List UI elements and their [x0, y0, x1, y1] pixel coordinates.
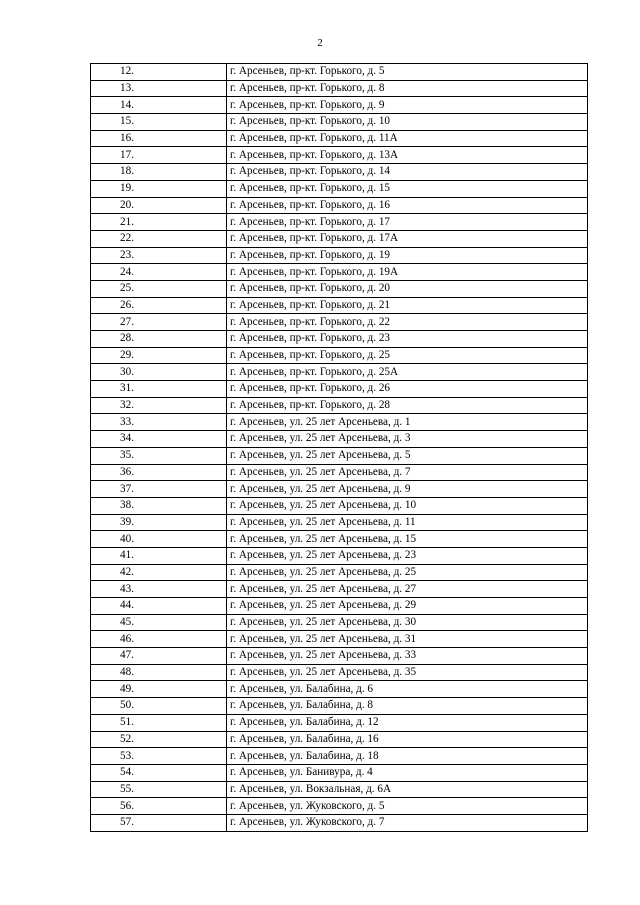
address-table: [90, 63, 588, 832]
table-row: [91, 648, 588, 665]
address-cell: г. Арсеньев, ул. 25 лет Арсеньева, д. 9: [227, 481, 588, 498]
row-number-cell: 15.: [91, 114, 227, 131]
table-row: [91, 80, 588, 97]
row-number-cell: 56.: [91, 798, 227, 815]
row-number-cell: 41.: [91, 547, 227, 564]
row-number-cell: 42.: [91, 564, 227, 581]
address-cell: г. Арсеньев, ул. 25 лет Арсеньева, д. 15: [227, 531, 588, 548]
table-row: [91, 631, 588, 648]
table-row: [91, 681, 588, 698]
table-row: [91, 431, 588, 448]
row-number-cell: 19.: [91, 180, 227, 197]
address-cell: г. Арсеньев, ул. Жуковского, д. 5: [227, 798, 588, 815]
row-number-cell: 49.: [91, 681, 227, 698]
address-cell: г. Арсеньев, ул. Жуковского, д. 7: [227, 814, 588, 831]
row-number-cell: 22.: [91, 230, 227, 247]
address-table-body: [91, 64, 588, 832]
address-cell: г. Арсеньев, ул. 25 лет Арсеньева, д. 3: [227, 431, 588, 448]
table-row: [91, 314, 588, 331]
address-cell: г. Арсеньев, пр-кт. Горького, д. 19: [227, 247, 588, 264]
row-number-cell: 18.: [91, 164, 227, 181]
address-cell: г. Арсеньев, ул. Балабина, д. 18: [227, 748, 588, 765]
address-cell: г. Арсеньев, ул. 25 лет Арсеньева, д. 7: [227, 464, 588, 481]
address-cell: г. Арсеньев, ул. 25 лет Арсеньева, д. 27: [227, 581, 588, 598]
address-cell: г. Арсеньев, ул. Балабина, д. 12: [227, 714, 588, 731]
address-cell: г. Арсеньев, ул. 25 лет Арсеньева, д. 31: [227, 631, 588, 648]
table-row: [91, 347, 588, 364]
address-cell: г. Арсеньев, пр-кт. Горького, д. 17: [227, 214, 588, 231]
table-row: [91, 214, 588, 231]
table-row: [91, 447, 588, 464]
table-row: [91, 280, 588, 297]
table-row: [91, 748, 588, 765]
address-cell: г. Арсеньев, пр-кт. Горького, д. 23: [227, 331, 588, 348]
row-number-cell: 50.: [91, 698, 227, 715]
table-row: [91, 698, 588, 715]
table-row: [91, 497, 588, 514]
row-number-cell: 45.: [91, 614, 227, 631]
row-number-cell: 17.: [91, 147, 227, 164]
row-number-cell: 16.: [91, 130, 227, 147]
address-cell: г. Арсеньев, ул. 25 лет Арсеньева, д. 11: [227, 514, 588, 531]
table-row: [91, 564, 588, 581]
row-number-cell: 28.: [91, 331, 227, 348]
row-number-cell: 23.: [91, 247, 227, 264]
row-number-cell: 52.: [91, 731, 227, 748]
row-number-cell: 12.: [91, 64, 227, 81]
row-number-cell: 43.: [91, 581, 227, 598]
row-number-cell: 35.: [91, 447, 227, 464]
row-number-cell: 36.: [91, 464, 227, 481]
table-row: [91, 130, 588, 147]
row-number-cell: 46.: [91, 631, 227, 648]
address-cell: г. Арсеньев, ул. 25 лет Арсеньева, д. 10: [227, 497, 588, 514]
address-cell: г. Арсеньев, ул. Балабина, д. 16: [227, 731, 588, 748]
address-cell: г. Арсеньев, пр-кт. Горького, д. 17А: [227, 230, 588, 247]
table-row: [91, 598, 588, 615]
table-row: [91, 397, 588, 414]
address-cell: г. Арсеньев, ул. Балабина, д. 8: [227, 698, 588, 715]
table-row: [91, 531, 588, 548]
row-number-cell: 21.: [91, 214, 227, 231]
table-row: [91, 97, 588, 114]
address-cell: г. Арсеньев, ул. 25 лет Арсеньева, д. 30: [227, 614, 588, 631]
table-row: [91, 180, 588, 197]
table-row: [91, 464, 588, 481]
address-cell: г. Арсеньев, ул. 25 лет Арсеньева, д. 25: [227, 564, 588, 581]
row-number-cell: 30.: [91, 364, 227, 381]
row-number-cell: 54.: [91, 764, 227, 781]
row-number-cell: 53.: [91, 748, 227, 765]
row-number-cell: 27.: [91, 314, 227, 331]
address-cell: г. Арсеньев, пр-кт. Горького, д. 5: [227, 64, 588, 81]
table-row: [91, 614, 588, 631]
row-number-cell: 14.: [91, 97, 227, 114]
table-row: [91, 764, 588, 781]
table-row: [91, 114, 588, 131]
row-number-cell: 38.: [91, 497, 227, 514]
address-cell: г. Арсеньев, пр-кт. Горького, д. 20: [227, 280, 588, 297]
table-row: [91, 147, 588, 164]
table-row: [91, 798, 588, 815]
table-row: [91, 197, 588, 214]
address-cell: г. Арсеньев, ул. 25 лет Арсеньева, д. 23: [227, 547, 588, 564]
table-row: [91, 581, 588, 598]
table-row: [91, 247, 588, 264]
table-row: [91, 731, 588, 748]
row-number-cell: 32.: [91, 397, 227, 414]
row-number-cell: 39.: [91, 514, 227, 531]
address-cell: г. Арсеньев, ул. Вокзальная, д. 6А: [227, 781, 588, 798]
table-row: [91, 364, 588, 381]
row-number-cell: 26.: [91, 297, 227, 314]
row-number-cell: 25.: [91, 280, 227, 297]
address-cell: г. Арсеньев, пр-кт. Горького, д. 25А: [227, 364, 588, 381]
table-row: [91, 547, 588, 564]
table-row: [91, 331, 588, 348]
row-number-cell: 24.: [91, 264, 227, 281]
page-number: 2: [317, 37, 323, 49]
row-number-cell: 40.: [91, 531, 227, 548]
address-cell: г. Арсеньев, пр-кт. Горького, д. 28: [227, 397, 588, 414]
address-cell: г. Арсеньев, пр-кт. Горького, д. 13А: [227, 147, 588, 164]
address-cell: г. Арсеньев, ул. 25 лет Арсеньева, д. 29: [227, 598, 588, 615]
row-number-cell: 55.: [91, 781, 227, 798]
address-cell: г. Арсеньев, пр-кт. Горького, д. 10: [227, 114, 588, 131]
table-row: [91, 297, 588, 314]
table-row: [91, 64, 588, 81]
address-cell: г. Арсеньев, пр-кт. Горького, д. 9: [227, 97, 588, 114]
row-number-cell: 57.: [91, 814, 227, 831]
address-cell: г. Арсеньев, пр-кт. Горького, д. 8: [227, 80, 588, 97]
row-number-cell: 29.: [91, 347, 227, 364]
table-row: [91, 714, 588, 731]
row-number-cell: 51.: [91, 714, 227, 731]
row-number-cell: 33.: [91, 414, 227, 431]
table-row: [91, 481, 588, 498]
address-cell: г. Арсеньев, пр-кт. Горького, д. 22: [227, 314, 588, 331]
table-row: [91, 414, 588, 431]
address-cell: г. Арсеньев, ул. Балабина, д. 6: [227, 681, 588, 698]
address-cell: г. Арсеньев, пр-кт. Горького, д. 15: [227, 180, 588, 197]
row-number-cell: 31.: [91, 381, 227, 398]
table-row: [91, 164, 588, 181]
address-cell: г. Арсеньев, ул. 25 лет Арсеньева, д. 5: [227, 447, 588, 464]
address-cell: г. Арсеньев, пр-кт. Горького, д. 16: [227, 197, 588, 214]
table-row: [91, 781, 588, 798]
address-cell: г. Арсеньев, пр-кт. Горького, д. 14: [227, 164, 588, 181]
address-cell: г. Арсеньев, ул. 25 лет Арсеньева, д. 33: [227, 648, 588, 665]
table-row: [91, 381, 588, 398]
address-cell: г. Арсеньев, пр-кт. Горького, д. 26: [227, 381, 588, 398]
row-number-cell: 37.: [91, 481, 227, 498]
address-cell: г. Арсеньев, ул. Банивура, д. 4: [227, 764, 588, 781]
table-row: [91, 230, 588, 247]
row-number-cell: 34.: [91, 431, 227, 448]
address-cell: г. Арсеньев, пр-кт. Горького, д. 19А: [227, 264, 588, 281]
row-number-cell: 20.: [91, 197, 227, 214]
table-row: [91, 514, 588, 531]
address-cell: г. Арсеньев, ул. 25 лет Арсеньева, д. 35: [227, 664, 588, 681]
table-row: [91, 664, 588, 681]
row-number-cell: 47.: [91, 648, 227, 665]
row-number-cell: 48.: [91, 664, 227, 681]
row-number-cell: 44.: [91, 598, 227, 615]
table-row: [91, 814, 588, 831]
address-cell: г. Арсеньев, ул. 25 лет Арсеньева, д. 1: [227, 414, 588, 431]
address-cell: г. Арсеньев, пр-кт. Горького, д. 21: [227, 297, 588, 314]
address-cell: г. Арсеньев, пр-кт. Горького, д. 11А: [227, 130, 588, 147]
address-cell: г. Арсеньев, пр-кт. Горького, д. 25: [227, 347, 588, 364]
table-row: [91, 264, 588, 281]
row-number-cell: 13.: [91, 80, 227, 97]
